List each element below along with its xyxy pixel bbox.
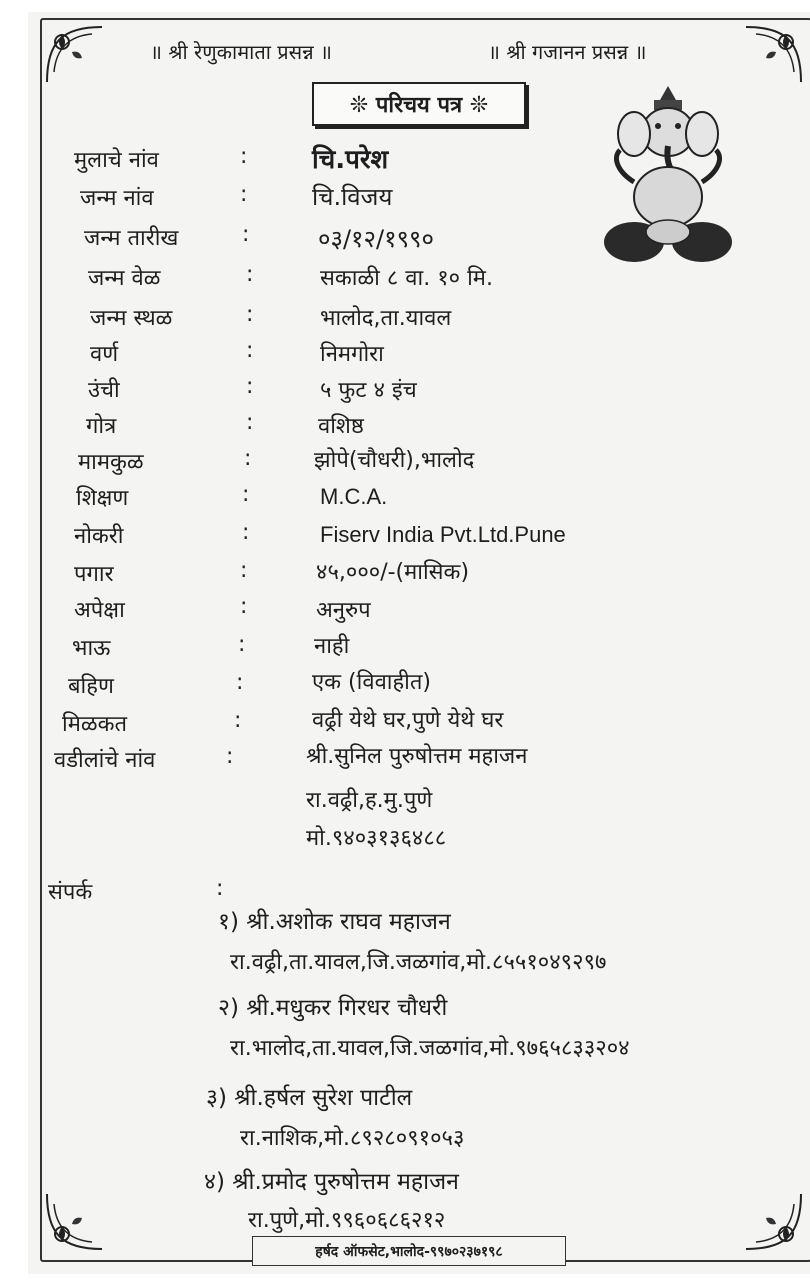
field-label: वर्ण [90, 342, 119, 367]
field-value: भालोद,ता.यावल [320, 306, 452, 331]
contact-label: संपर्क [48, 880, 93, 905]
field-value: ५ फुट ४ इंच [320, 378, 417, 403]
gajanan-blessing: ॥ श्री गजानन प्रसन्न ॥ [488, 40, 647, 64]
contact-address: रा.पुणे,मो.९९६०६८६२१२ [248, 1208, 446, 1233]
ganesha-icon [598, 82, 738, 267]
field-colon: : [246, 374, 254, 399]
field-colon: : [240, 594, 248, 619]
contact-colon: : [216, 876, 224, 901]
field-value: निमगोरा [320, 342, 384, 367]
field-value: M.C.A. [320, 484, 388, 509]
floral-corner-icon [42, 1184, 112, 1254]
field-colon: : [240, 144, 248, 169]
field-label: मामकुळ [78, 450, 144, 475]
field-value: नाही [314, 634, 350, 659]
printer-footer: हर्षद ऑफसेट,भालोद-९९७०२३७१९८ [252, 1236, 566, 1266]
field-value: चि.परेश [312, 145, 389, 175]
father-mobile: मो.९४०३१३६४८८ [306, 826, 447, 851]
field-colon: : [242, 222, 250, 247]
field-colon: : [240, 182, 248, 207]
father-address: रा.वढ्री,ह.मु.पुणे [306, 788, 433, 813]
field-colon: : [238, 632, 246, 657]
floral-corner-icon [42, 22, 112, 92]
field-colon: : [246, 262, 254, 287]
field-label: जन्म स्थळ [90, 306, 173, 331]
contact-name: १) श्री.अशोक राघव महाजन [218, 909, 451, 935]
floral-corner-icon [736, 22, 806, 92]
field-colon: : [234, 708, 242, 733]
field-value: एक (विवाहीत) [312, 670, 432, 695]
field-colon: : [242, 520, 250, 545]
field-label: मिळकत [62, 712, 128, 737]
contact-name: २) श्री.मधुकर गिरधर चौधरी [218, 995, 448, 1021]
field-label: पगार [74, 562, 114, 587]
field-value: अनुरुप [316, 598, 371, 623]
field-label: जन्म नांव [80, 186, 154, 211]
contact-address: रा.वढ्री,ता.यावल,जि.जळगांव,मो.८५५१०४९२९७ [230, 950, 607, 975]
field-label: मुलाचे नांव [74, 148, 159, 173]
field-label: शिक्षण [76, 486, 129, 511]
field-value: झोपे(चौधरी),भालोद [314, 448, 475, 473]
field-label: बहिण [68, 674, 114, 699]
field-label: भाऊ [72, 636, 111, 661]
field-label: गोत्र [86, 414, 117, 439]
field-value: ०३/१२/१९९० [318, 225, 435, 253]
field-value: वशिष्ठ [318, 414, 364, 439]
field-colon: : [246, 302, 254, 327]
field-colon: : [246, 410, 254, 435]
field-value: वढ्री येथे घर,पुणे येथे घर [312, 708, 504, 733]
field-value: ४५,०००/-(मासिक) [316, 560, 470, 585]
contact-address: रा.भालोद,ता.यावल,जि.जळगांव,मो.९७६५८३३२०४ [230, 1036, 630, 1061]
field-label: जन्म तारीख [84, 226, 179, 251]
field-label: नोकरी [74, 524, 124, 549]
field-label: अपेक्षा [74, 598, 125, 623]
field-colon: : [246, 338, 254, 363]
field-colon: : [226, 744, 234, 769]
field-value: सकाळी ८ वा. १० मि. [320, 266, 493, 291]
renuka-blessing: ॥ श्री रेणुकामाता प्रसन्न ॥ [150, 40, 332, 64]
contact-name: ४) श्री.प्रमोद पुरुषोत्तम महाजन [204, 1169, 459, 1195]
contact-name: ३) श्री.हर्षल सुरेश पाटील [206, 1085, 413, 1111]
page-title: ❊ परिचय पत्र ❊ [312, 82, 526, 126]
field-label: वडीलांचे नांव [54, 748, 156, 773]
father-name: श्री.सुनिल पुरुषोत्तम महाजन [306, 744, 528, 769]
field-colon: : [244, 446, 252, 471]
field-colon: : [236, 670, 244, 695]
field-colon: : [242, 482, 250, 507]
contact-address: रा.नाशिक,मो.८९२८०९१०५३ [240, 1126, 465, 1151]
field-value: चि.विजय [312, 183, 393, 211]
field-value: Fiserv India Pvt.Ltd.Pune [320, 522, 566, 547]
field-colon: : [240, 558, 248, 583]
field-label: उंची [88, 378, 120, 403]
floral-corner-icon [736, 1184, 806, 1254]
field-label: जन्म वेळ [88, 266, 161, 291]
